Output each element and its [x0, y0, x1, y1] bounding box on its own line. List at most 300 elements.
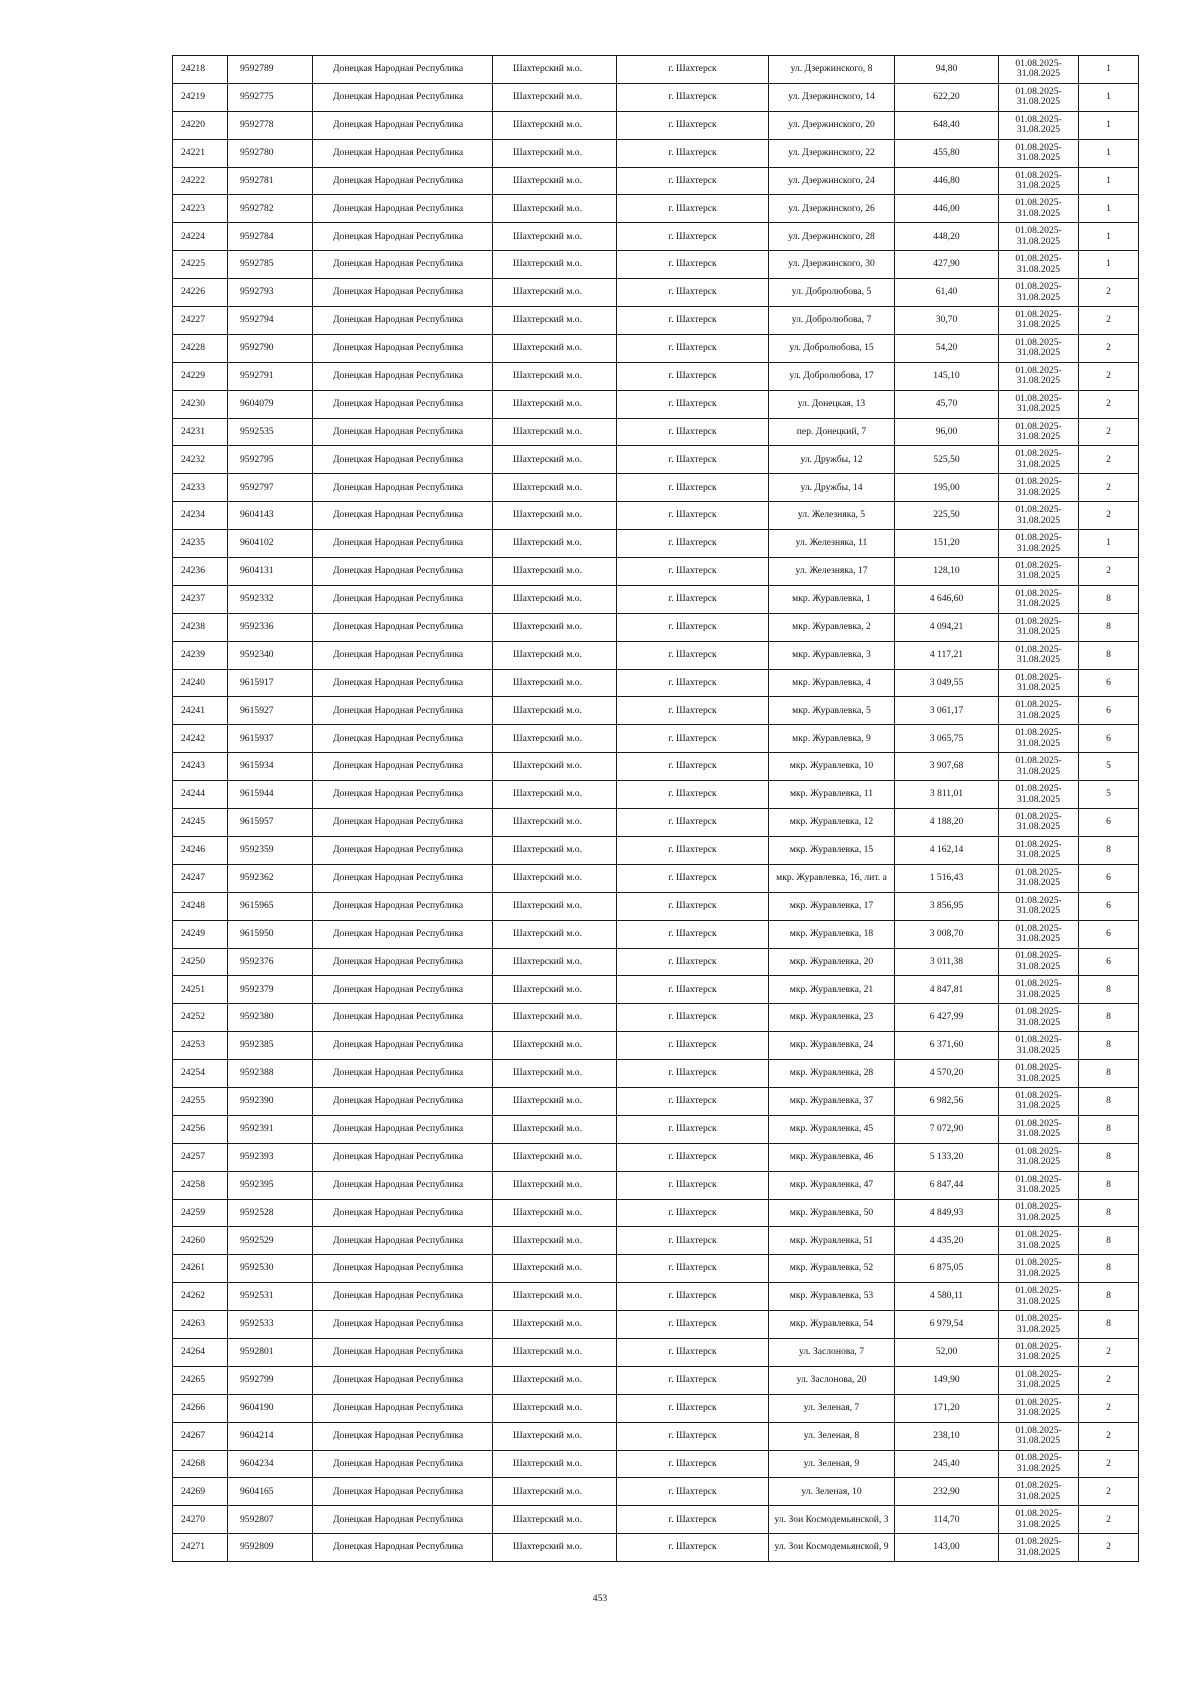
cell-municipal-district: Шахтерский м.о.: [493, 1394, 617, 1422]
cell-region: Донецкая Народная Республика: [313, 167, 493, 195]
cell-municipal-district: Шахтерский м.о.: [493, 307, 617, 335]
cell-area: 3 907,68: [895, 753, 999, 781]
cell-region: Донецкая Народная Республика: [313, 502, 493, 530]
cell-period: 01.08.2025- 31.08.2025: [999, 279, 1079, 307]
cell-address: ул. Зеленая, 7: [769, 1394, 895, 1422]
cell-region: Донецкая Народная Республика: [313, 1534, 493, 1562]
cell-region: Донецкая Народная Республика: [313, 836, 493, 864]
cell-period: 01.08.2025- 31.08.2025: [999, 558, 1079, 586]
cell-period: 01.08.2025- 31.08.2025: [999, 251, 1079, 279]
cell-row-number: 24256: [173, 1115, 228, 1143]
cell-count: 8: [1079, 1199, 1139, 1227]
cell-address: ул. Дружбы, 14: [769, 474, 895, 502]
cell-row-number: 24239: [173, 641, 228, 669]
cell-count: 2: [1079, 1338, 1139, 1366]
cell-city: г. Шахтерск: [617, 976, 769, 1004]
cell-count: 8: [1079, 641, 1139, 669]
cell-area: 3 008,70: [895, 920, 999, 948]
cell-municipal-district: Шахтерский м.о.: [493, 725, 617, 753]
cell-city: г. Шахтерск: [617, 1506, 769, 1534]
cell-region: Донецкая Народная Республика: [313, 1283, 493, 1311]
cell-object-code: 9615950: [228, 920, 313, 948]
cell-region: Донецкая Народная Республика: [313, 1394, 493, 1422]
cell-city: г. Шахтерск: [617, 251, 769, 279]
cell-row-number: 24231: [173, 418, 228, 446]
cell-count: 8: [1079, 1115, 1139, 1143]
cell-row-number: 24242: [173, 725, 228, 753]
table-row: [173, 1255, 1139, 1283]
cell-period: 01.08.2025- 31.08.2025: [999, 1338, 1079, 1366]
cell-address: мкр. Журавлевка, 5: [769, 697, 895, 725]
cell-object-code: 9592775: [228, 83, 313, 111]
table-row: [173, 83, 1139, 111]
cell-municipal-district: Шахтерский м.о.: [493, 1087, 617, 1115]
table-row: [173, 1283, 1139, 1311]
cell-period: 01.08.2025- 31.08.2025: [999, 1199, 1079, 1227]
cell-municipal-district: Шахтерский м.о.: [493, 641, 617, 669]
cell-area: 3 011,38: [895, 948, 999, 976]
cell-count: 6: [1079, 669, 1139, 697]
cell-area: 61,40: [895, 279, 999, 307]
cell-address: ул. Дзержинского, 26: [769, 195, 895, 223]
cell-address: ул. Дзержинского, 22: [769, 139, 895, 167]
table-row: [173, 836, 1139, 864]
cell-municipal-district: Шахтерский м.о.: [493, 1004, 617, 1032]
cell-municipal-district: Шахтерский м.о.: [493, 753, 617, 781]
cell-count: 2: [1079, 418, 1139, 446]
cell-object-code: 9592379: [228, 976, 313, 1004]
table-row: [173, 920, 1139, 948]
cell-area: 648,40: [895, 111, 999, 139]
table-row: [173, 864, 1139, 892]
cell-municipal-district: Шахтерский м.о.: [493, 390, 617, 418]
table-row: [173, 1060, 1139, 1088]
cell-area: 3 061,17: [895, 697, 999, 725]
cell-period: 01.08.2025- 31.08.2025: [999, 530, 1079, 558]
cell-count: 6: [1079, 809, 1139, 837]
cell-city: г. Шахтерск: [617, 809, 769, 837]
table-row: [173, 307, 1139, 335]
cell-area: 448,20: [895, 223, 999, 251]
table-row: [173, 195, 1139, 223]
page-number: 453: [592, 1593, 608, 1604]
cell-area: 622,20: [895, 83, 999, 111]
cell-area: 446,80: [895, 167, 999, 195]
cell-period: 01.08.2025- 31.08.2025: [999, 1506, 1079, 1534]
cell-count: 5: [1079, 753, 1139, 781]
cell-municipal-district: Шахтерский м.о.: [493, 251, 617, 279]
cell-row-number: 24236: [173, 558, 228, 586]
cell-period: 01.08.2025- 31.08.2025: [999, 111, 1079, 139]
cell-row-number: 24253: [173, 1032, 228, 1060]
cell-area: 4 580,11: [895, 1283, 999, 1311]
cell-address: мкр. Журавлевка, 4: [769, 669, 895, 697]
cell-address: ул. Добролюбова, 15: [769, 334, 895, 362]
cell-period: 01.08.2025- 31.08.2025: [999, 334, 1079, 362]
cell-object-code: 9592530: [228, 1255, 313, 1283]
cell-region: Донецкая Народная Республика: [313, 1171, 493, 1199]
cell-municipal-district: Шахтерский м.о.: [493, 585, 617, 613]
cell-municipal-district: Шахтерский м.о.: [493, 1478, 617, 1506]
cell-object-code: 9615917: [228, 669, 313, 697]
cell-municipal-district: Шахтерский м.о.: [493, 195, 617, 223]
cell-address: пер. Донецкий, 7: [769, 418, 895, 446]
cell-period: 01.08.2025- 31.08.2025: [999, 56, 1079, 84]
cell-address: ул. Зеленая, 9: [769, 1450, 895, 1478]
cell-region: Донецкая Народная Республика: [313, 753, 493, 781]
cell-count: 8: [1079, 836, 1139, 864]
cell-object-code: 9592795: [228, 446, 313, 474]
table-row: [173, 669, 1139, 697]
cell-count: 2: [1079, 362, 1139, 390]
cell-row-number: 24240: [173, 669, 228, 697]
cell-row-number: 24235: [173, 530, 228, 558]
table-row: [173, 446, 1139, 474]
cell-region: Донецкая Народная Республика: [313, 892, 493, 920]
cell-row-number: 24261: [173, 1255, 228, 1283]
cell-municipal-district: Шахтерский м.о.: [493, 809, 617, 837]
cell-count: 1: [1079, 167, 1139, 195]
cell-area: 3 856,95: [895, 892, 999, 920]
cell-address: мкр. Журавлевка, 51: [769, 1227, 895, 1255]
cell-region: Донецкая Народная Республика: [313, 111, 493, 139]
cell-count: 8: [1079, 1143, 1139, 1171]
cell-count: 1: [1079, 139, 1139, 167]
cell-city: г. Шахтерск: [617, 1478, 769, 1506]
cell-area: 114,70: [895, 1506, 999, 1534]
cell-area: 4 646,60: [895, 585, 999, 613]
cell-area: 195,00: [895, 474, 999, 502]
cell-area: 245,40: [895, 1450, 999, 1478]
cell-object-code: 9615927: [228, 697, 313, 725]
cell-address: ул. Заслонова, 7: [769, 1338, 895, 1366]
cell-count: 2: [1079, 1422, 1139, 1450]
cell-row-number: 24271: [173, 1534, 228, 1562]
cell-period: 01.08.2025- 31.08.2025: [999, 892, 1079, 920]
cell-city: г. Шахтерск: [617, 307, 769, 335]
cell-row-number: 24219: [173, 83, 228, 111]
cell-address: мкр. Журавлевка, 52: [769, 1255, 895, 1283]
cell-municipal-district: Шахтерский м.о.: [493, 1060, 617, 1088]
cell-row-number: 24267: [173, 1422, 228, 1450]
cell-period: 01.08.2025- 31.08.2025: [999, 195, 1079, 223]
cell-address: мкр. Журавлевка, 23: [769, 1004, 895, 1032]
cell-period: 01.08.2025- 31.08.2025: [999, 390, 1079, 418]
cell-region: Донецкая Народная Республика: [313, 1032, 493, 1060]
cell-region: Донецкая Народная Республика: [313, 83, 493, 111]
cell-region: Донецкая Народная Республика: [313, 195, 493, 223]
cell-area: 4 849,93: [895, 1199, 999, 1227]
cell-city: г. Шахтерск: [617, 1032, 769, 1060]
cell-period: 01.08.2025- 31.08.2025: [999, 948, 1079, 976]
cell-city: г. Шахтерск: [617, 1199, 769, 1227]
cell-city: г. Шахтерск: [617, 697, 769, 725]
cell-period: 01.08.2025- 31.08.2025: [999, 753, 1079, 781]
cell-area: 6 875,05: [895, 1255, 999, 1283]
cell-row-number: 24246: [173, 836, 228, 864]
cell-period: 01.08.2025- 31.08.2025: [999, 1366, 1079, 1394]
cell-area: 3 049,55: [895, 669, 999, 697]
cell-region: Донецкая Народная Республика: [313, 1199, 493, 1227]
cell-count: 1: [1079, 83, 1139, 111]
table-row: [173, 1394, 1139, 1422]
cell-address: мкр. Журавлевка, 9: [769, 725, 895, 753]
cell-city: г. Шахтерск: [617, 558, 769, 586]
cell-municipal-district: Шахтерский м.о.: [493, 1199, 617, 1227]
cell-region: Донецкая Народная Республика: [313, 1506, 493, 1534]
cell-object-code: 9592535: [228, 418, 313, 446]
cell-address: мкр. Журавлевка, 46: [769, 1143, 895, 1171]
cell-city: г. Шахтерск: [617, 334, 769, 362]
cell-object-code: 9592789: [228, 56, 313, 84]
cell-municipal-district: Шахтерский м.о.: [493, 223, 617, 251]
cell-object-code: 9592388: [228, 1060, 313, 1088]
cell-municipal-district: Шахтерский м.о.: [493, 669, 617, 697]
table-row: [173, 1115, 1139, 1143]
cell-city: г. Шахтерск: [617, 1338, 769, 1366]
cell-city: г. Шахтерск: [617, 111, 769, 139]
cell-object-code: 9615944: [228, 781, 313, 809]
cell-city: г. Шахтерск: [617, 1227, 769, 1255]
cell-object-code: 9592529: [228, 1227, 313, 1255]
cell-row-number: 24224: [173, 223, 228, 251]
cell-address: мкр. Журавлевка, 11: [769, 781, 895, 809]
cell-city: г. Шахтерск: [617, 530, 769, 558]
cell-city: г. Шахтерск: [617, 474, 769, 502]
table-row: [173, 809, 1139, 837]
cell-area: 225,50: [895, 502, 999, 530]
cell-address: мкр. Журавлевка, 24: [769, 1032, 895, 1060]
cell-city: г. Шахтерск: [617, 725, 769, 753]
cell-municipal-district: Шахтерский м.о.: [493, 1115, 617, 1143]
table-row: [173, 334, 1139, 362]
cell-municipal-district: Шахтерский м.о.: [493, 1227, 617, 1255]
cell-object-code: 9604165: [228, 1478, 313, 1506]
table-row: [173, 362, 1139, 390]
cell-city: г. Шахтерск: [617, 948, 769, 976]
cell-address: ул. Донецкая, 13: [769, 390, 895, 418]
cell-row-number: 24269: [173, 1478, 228, 1506]
cell-address: ул. Зои Космодемьянской, 3: [769, 1506, 895, 1534]
cell-area: 143,00: [895, 1534, 999, 1562]
cell-city: г. Шахтерск: [617, 920, 769, 948]
cell-city: г. Шахтерск: [617, 1450, 769, 1478]
cell-municipal-district: Шахтерский м.о.: [493, 1450, 617, 1478]
cell-count: 2: [1079, 502, 1139, 530]
cell-address: мкр. Журавлевка, 16, лит. а: [769, 864, 895, 892]
cell-municipal-district: Шахтерский м.о.: [493, 111, 617, 139]
cell-address: мкр. Журавлевка, 54: [769, 1311, 895, 1339]
cell-object-code: 9592391: [228, 1115, 313, 1143]
cell-object-code: 9592393: [228, 1143, 313, 1171]
cell-municipal-district: Шахтерский м.о.: [493, 1311, 617, 1339]
cell-city: г. Шахтерск: [617, 836, 769, 864]
cell-period: 01.08.2025- 31.08.2025: [999, 1171, 1079, 1199]
cell-area: 4 162,14: [895, 836, 999, 864]
table-row: [173, 976, 1139, 1004]
cell-city: г. Шахтерск: [617, 585, 769, 613]
table-row: [173, 1366, 1139, 1394]
cell-municipal-district: Шахтерский м.о.: [493, 362, 617, 390]
cell-address: мкр. Журавлевка, 20: [769, 948, 895, 976]
cell-row-number: 24248: [173, 892, 228, 920]
cell-period: 01.08.2025- 31.08.2025: [999, 976, 1079, 1004]
cell-row-number: 24247: [173, 864, 228, 892]
cell-city: г. Шахтерск: [617, 1394, 769, 1422]
cell-count: 8: [1079, 1171, 1139, 1199]
table-row: [173, 1338, 1139, 1366]
cell-object-code: 9592528: [228, 1199, 313, 1227]
cell-city: г. Шахтерск: [617, 1115, 769, 1143]
cell-city: г. Шахтерск: [617, 167, 769, 195]
register-body: [173, 56, 1139, 1562]
table-row: [173, 1032, 1139, 1060]
table-row: [173, 1199, 1139, 1227]
cell-period: 01.08.2025- 31.08.2025: [999, 167, 1079, 195]
table-row: [173, 502, 1139, 530]
cell-address: мкр. Журавлевка, 21: [769, 976, 895, 1004]
cell-object-code: 9592809: [228, 1534, 313, 1562]
cell-address: мкр. Журавлевка, 50: [769, 1199, 895, 1227]
cell-address: ул. Дзержинского, 8: [769, 56, 895, 84]
table-row: [173, 223, 1139, 251]
cell-city: г. Шахтерск: [617, 892, 769, 920]
table-row: [173, 1534, 1139, 1562]
table-row: [173, 781, 1139, 809]
cell-count: 8: [1079, 1283, 1139, 1311]
cell-municipal-district: Шахтерский м.о.: [493, 1283, 617, 1311]
cell-period: 01.08.2025- 31.08.2025: [999, 781, 1079, 809]
table-row: [173, 1143, 1139, 1171]
cell-region: Донецкая Народная Республика: [313, 307, 493, 335]
cell-count: 8: [1079, 1004, 1139, 1032]
cell-city: г. Шахтерск: [617, 195, 769, 223]
cell-municipal-district: Шахтерский м.о.: [493, 1143, 617, 1171]
cell-area: 6 427,99: [895, 1004, 999, 1032]
cell-region: Донецкая Народная Республика: [313, 1311, 493, 1339]
cell-area: 54,20: [895, 334, 999, 362]
cell-row-number: 24264: [173, 1338, 228, 1366]
cell-address: мкр. Журавлевка, 12: [769, 809, 895, 837]
cell-region: Донецкая Народная Республика: [313, 1255, 493, 1283]
table-row: [173, 613, 1139, 641]
cell-object-code: 9592359: [228, 836, 313, 864]
cell-row-number: 24255: [173, 1087, 228, 1115]
cell-period: 01.08.2025- 31.08.2025: [999, 864, 1079, 892]
cell-region: Донецкая Народная Республика: [313, 864, 493, 892]
cell-city: г. Шахтерск: [617, 390, 769, 418]
cell-municipal-district: Шахтерский м.о.: [493, 1506, 617, 1534]
cell-row-number: 24218: [173, 56, 228, 84]
cell-area: 4 847,81: [895, 976, 999, 1004]
cell-address: ул. Добролюбова, 17: [769, 362, 895, 390]
cell-period: 01.08.2025- 31.08.2025: [999, 362, 1079, 390]
table-row: [173, 167, 1139, 195]
cell-row-number: 24234: [173, 502, 228, 530]
cell-municipal-district: Шахтерский м.о.: [493, 613, 617, 641]
cell-count: 1: [1079, 195, 1139, 223]
cell-row-number: 24223: [173, 195, 228, 223]
table-row: [173, 1422, 1139, 1450]
cell-region: Донецкая Народная Республика: [313, 948, 493, 976]
cell-area: 232,90: [895, 1478, 999, 1506]
cell-area: 145,10: [895, 362, 999, 390]
cell-area: 3 811,01: [895, 781, 999, 809]
cell-period: 01.08.2025- 31.08.2025: [999, 418, 1079, 446]
cell-municipal-district: Шахтерский м.о.: [493, 1422, 617, 1450]
cell-period: 01.08.2025- 31.08.2025: [999, 1087, 1079, 1115]
cell-row-number: 24228: [173, 334, 228, 362]
cell-address: мкр. Журавлевка, 45: [769, 1115, 895, 1143]
cell-region: Донецкая Народная Республика: [313, 223, 493, 251]
cell-municipal-district: Шахтерский м.о.: [493, 56, 617, 84]
cell-count: 2: [1079, 558, 1139, 586]
cell-city: г. Шахтерск: [617, 279, 769, 307]
cell-region: Донецкая Народная Республика: [313, 474, 493, 502]
table-row: [173, 139, 1139, 167]
cell-count: 1: [1079, 223, 1139, 251]
cell-count: 2: [1079, 1394, 1139, 1422]
cell-count: 2: [1079, 279, 1139, 307]
cell-area: 171,20: [895, 1394, 999, 1422]
cell-address: ул. Добролюбова, 5: [769, 279, 895, 307]
cell-row-number: 24243: [173, 753, 228, 781]
cell-area: 525,50: [895, 446, 999, 474]
table-row: [173, 725, 1139, 753]
cell-address: ул. Заслонова, 20: [769, 1366, 895, 1394]
cell-object-code: 9592793: [228, 279, 313, 307]
cell-period: 01.08.2025- 31.08.2025: [999, 1534, 1079, 1562]
cell-city: г. Шахтерск: [617, 753, 769, 781]
cell-row-number: 24220: [173, 111, 228, 139]
cell-address: ул. Дзержинского, 28: [769, 223, 895, 251]
cell-municipal-district: Шахтерский м.о.: [493, 976, 617, 1004]
cell-area: 455,80: [895, 139, 999, 167]
table-row: [173, 948, 1139, 976]
cell-count: 2: [1079, 1506, 1139, 1534]
table-row: [173, 1450, 1139, 1478]
cell-count: 2: [1079, 390, 1139, 418]
cell-period: 01.08.2025- 31.08.2025: [999, 1394, 1079, 1422]
cell-count: 2: [1079, 1450, 1139, 1478]
cell-object-code: 9604102: [228, 530, 313, 558]
cell-count: 2: [1079, 1534, 1139, 1562]
cell-row-number: 24245: [173, 809, 228, 837]
cell-region: Донецкая Народная Республика: [313, 334, 493, 362]
cell-region: Донецкая Народная Республика: [313, 1143, 493, 1171]
cell-municipal-district: Шахтерский м.о.: [493, 418, 617, 446]
cell-count: 6: [1079, 920, 1139, 948]
cell-count: 8: [1079, 1032, 1139, 1060]
table-row: [173, 418, 1139, 446]
cell-city: г. Шахтерск: [617, 1060, 769, 1088]
cell-object-code: 9592376: [228, 948, 313, 976]
cell-address: ул. Дзержинского, 14: [769, 83, 895, 111]
cell-row-number: 24244: [173, 781, 228, 809]
cell-address: ул. Железняка, 17: [769, 558, 895, 586]
cell-municipal-district: Шахтерский м.о.: [493, 836, 617, 864]
cell-municipal-district: Шахтерский м.о.: [493, 446, 617, 474]
cell-municipal-district: Шахтерский м.о.: [493, 781, 617, 809]
cell-address: ул. Дзержинского, 24: [769, 167, 895, 195]
cell-object-code: 9592778: [228, 111, 313, 139]
cell-area: 30,70: [895, 307, 999, 335]
cell-region: Донецкая Народная Республика: [313, 56, 493, 84]
cell-region: Донецкая Народная Республика: [313, 1422, 493, 1450]
cell-city: г. Шахтерск: [617, 502, 769, 530]
cell-object-code: 9604143: [228, 502, 313, 530]
cell-region: Донецкая Народная Республика: [313, 781, 493, 809]
